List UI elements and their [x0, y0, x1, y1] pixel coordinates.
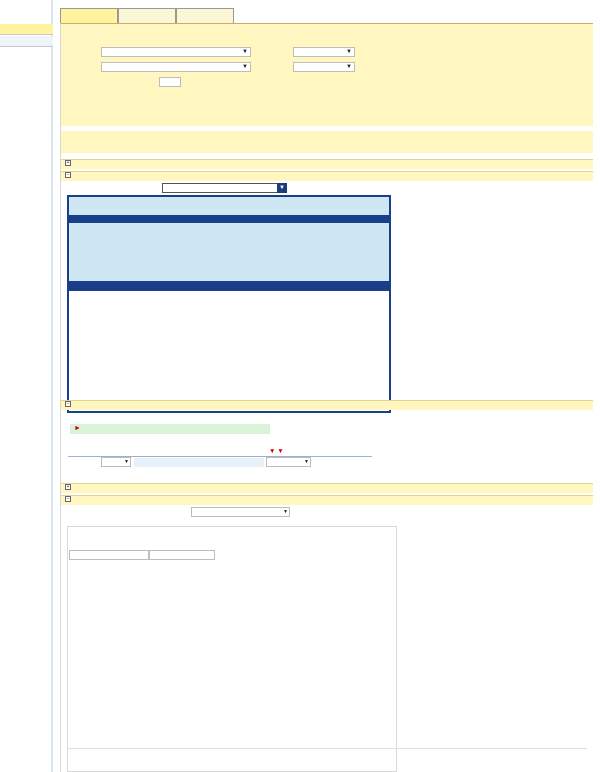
collapse-icon: − — [66, 401, 70, 408]
collapse-icon: − — [66, 172, 70, 179]
hide-memberships-bar[interactable] — [61, 400, 593, 410]
chevron-down-icon: ▼ — [124, 459, 129, 465]
nav-care-status[interactable] — [0, 24, 53, 35]
arrow-right-icon: ► — [74, 425, 85, 432]
tab-roster[interactable] — [176, 8, 234, 23]
dashboard-select[interactable] — [162, 183, 287, 193]
chevron-down-icon: ▼ — [346, 64, 352, 70]
chart-header-row — [69, 283, 389, 291]
diabetes-onset-input[interactable] — [149, 550, 215, 560]
arrow-down-icon: ▼ — [277, 448, 284, 455]
trend-charts-svg — [69, 291, 389, 411]
nav-care-history[interactable] — [0, 36, 53, 47]
left-nav-strip — [51, 0, 53, 772]
registry-diabetes — [134, 458, 264, 467]
show-demographics-bar[interactable] — [61, 159, 593, 169]
dashboard-matrix — [69, 197, 389, 281]
month-header-row — [69, 215, 389, 223]
tab-registry[interactable] — [118, 8, 176, 23]
profile-panel — [67, 526, 397, 772]
flowsheet-select[interactable] — [191, 507, 290, 517]
diabetes-type-select[interactable] — [69, 550, 149, 560]
patient-select[interactable] — [101, 62, 251, 72]
hide-dashboard-bar[interactable] — [61, 171, 593, 181]
visit-note-bar — [61, 131, 593, 153]
patient-select-panel — [61, 23, 593, 126]
memberships-subheading[interactable] — [70, 424, 270, 434]
expand-icon: + — [66, 160, 70, 167]
dashboard-widget — [67, 195, 391, 413]
chevron-down-icon: ▼ — [346, 49, 352, 55]
change-select[interactable] — [266, 457, 311, 467]
expand-icon: + — [66, 484, 70, 491]
show-tracker-bar[interactable] — [61, 483, 593, 493]
chevron-down-icon: ▼ — [242, 64, 248, 70]
tab-patient[interactable] — [60, 8, 118, 24]
collapse-icon: − — [66, 496, 70, 503]
chevron-down-icon: ▼ — [283, 509, 288, 515]
chevron-down-icon: ▼ — [304, 459, 309, 465]
hide-dyna-bar[interactable] — [61, 495, 593, 505]
main-area — [60, 23, 592, 772]
col-change — [269, 448, 284, 455]
md-select[interactable] — [101, 47, 251, 57]
dx-yr-select[interactable] — [101, 457, 131, 467]
arrow-down-icon: ▼ — [269, 448, 278, 455]
chevron-down-icon: ▼ — [277, 183, 287, 193]
name-filter-input[interactable] — [159, 77, 181, 87]
as-of-select[interactable] — [293, 47, 355, 57]
trend-charts — [69, 291, 389, 411]
sort-select[interactable] — [293, 62, 355, 72]
left-nav — [0, 0, 53, 772]
chevron-down-icon: ▼ — [242, 49, 248, 55]
divider — [67, 748, 587, 749]
